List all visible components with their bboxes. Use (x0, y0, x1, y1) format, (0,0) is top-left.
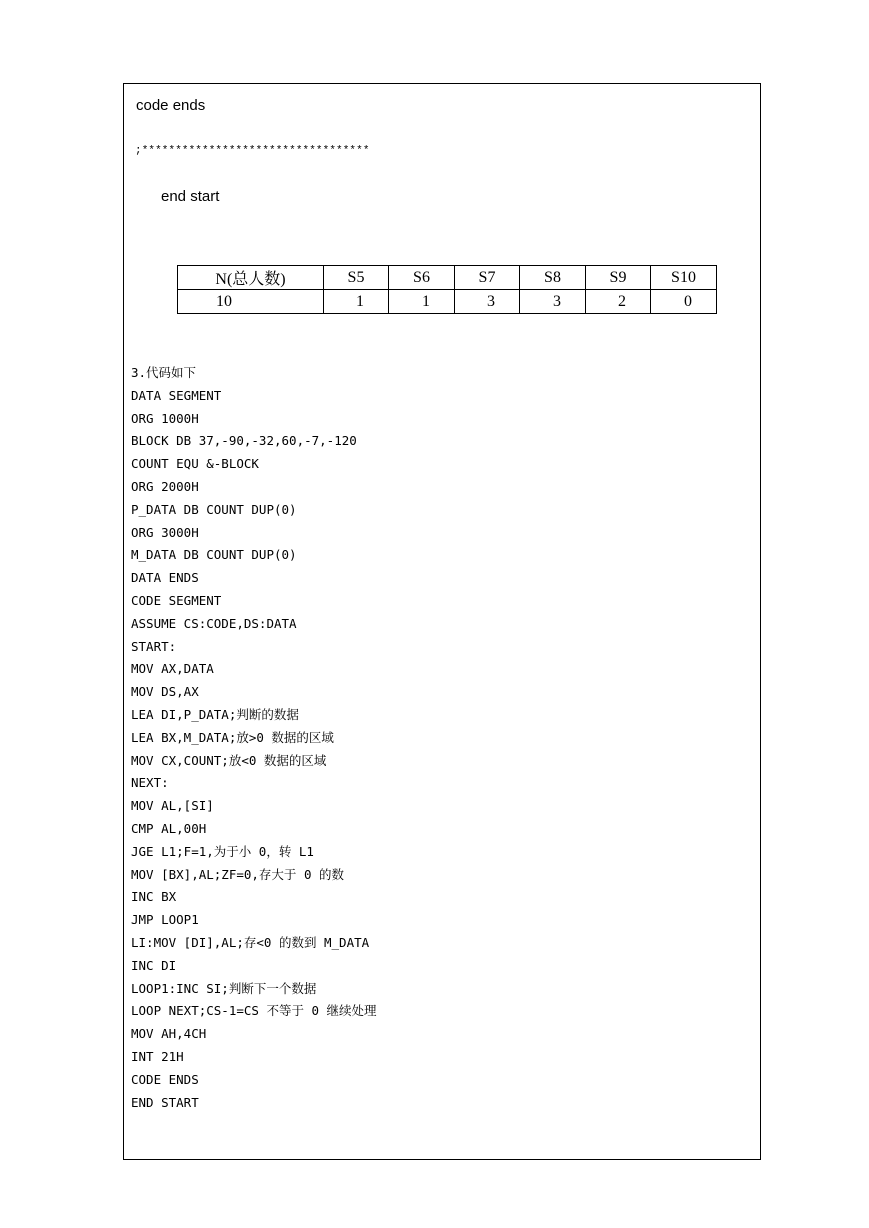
code-line: LOOP1:INC SI;判断下一个数据 (131, 980, 317, 996)
code-line: JMP LOOP1 (131, 912, 199, 928)
value-cell: 1 (324, 290, 389, 314)
code-line: ORG 2000H (131, 478, 199, 494)
code-line: ORG 1000H (131, 410, 199, 426)
code-line: CODE SEGMENT (131, 592, 222, 608)
code-line: CMP AL,00H (131, 820, 207, 836)
code-line: INC DI (131, 957, 177, 973)
value-cell: 3 (455, 290, 520, 314)
code-line: M_DATA DB COUNT DUP(0) (131, 547, 297, 563)
table-row (178, 290, 717, 314)
code-line: MOV AH,4CH (131, 1026, 207, 1042)
stats-table (177, 265, 717, 314)
header-cell: S8 (520, 266, 586, 290)
code-line: START: (131, 638, 177, 654)
code-line: 3.代码如下 (131, 365, 197, 380)
header-cell: S5 (324, 266, 389, 290)
code-line: INT 21H (131, 1048, 184, 1064)
table-header-row (178, 266, 717, 290)
code-ends-line: code ends (136, 97, 206, 114)
code-line: MOV CX,COUNT;放<0 数据的区域 (131, 752, 327, 768)
header-cell: S6 (389, 266, 455, 290)
value-cell: 0 (651, 290, 717, 314)
separator-comment: ;********************************** (135, 145, 370, 157)
code-line: COUNT EQU &-BLOCK (131, 456, 259, 472)
code-line: MOV [BX],AL;ZF=0,存大于 0 的数 (131, 866, 345, 882)
code-line: ASSUME CS:CODE,DS:DATA (131, 615, 297, 631)
code-line: MOV AL,[SI] (131, 798, 214, 814)
code-line: JGE L1;F=1,为于小 0，转 L1 (131, 843, 314, 859)
code-line: DATA SEGMENT (131, 387, 222, 403)
code-line: CODE ENDS (131, 1071, 199, 1087)
value-cell: 3 (520, 290, 586, 314)
code-line: ORG 3000H (131, 524, 199, 540)
code-line: MOV AX,DATA (131, 661, 214, 677)
value-cell: 10 (178, 290, 324, 314)
code-line: DATA ENDS (131, 570, 199, 586)
code-line: LOOP NEXT;CS-1=CS 不等于 0 继续处理 (131, 1003, 377, 1019)
code-line: NEXT: (131, 775, 169, 791)
code-line: LI:MOV [DI],AL;存<0 的数到 M_DATA (131, 934, 370, 950)
code-line: MOV DS,AX (131, 684, 199, 700)
code-listing (131, 362, 377, 1114)
header-cell: N(总人数) (178, 266, 324, 290)
header-cell: S7 (455, 266, 520, 290)
code-line: BLOCK DB 37,-90,-32,60,-7,-120 (131, 433, 357, 449)
value-cell: 2 (586, 290, 651, 314)
code-line: INC BX (131, 889, 177, 905)
value-cell: 1 (389, 290, 455, 314)
header-cell: S10 (651, 266, 717, 290)
code-line: END START (131, 1094, 199, 1110)
header-cell: S9 (586, 266, 651, 290)
code-line: P_DATA DB COUNT DUP(0) (131, 501, 297, 517)
code-line: LEA BX,M_DATA;放>0 数据的区域 (131, 729, 334, 745)
code-line: LEA DI,P_DATA;判断的数据 (131, 706, 299, 722)
end-start-line: end start (161, 188, 220, 205)
